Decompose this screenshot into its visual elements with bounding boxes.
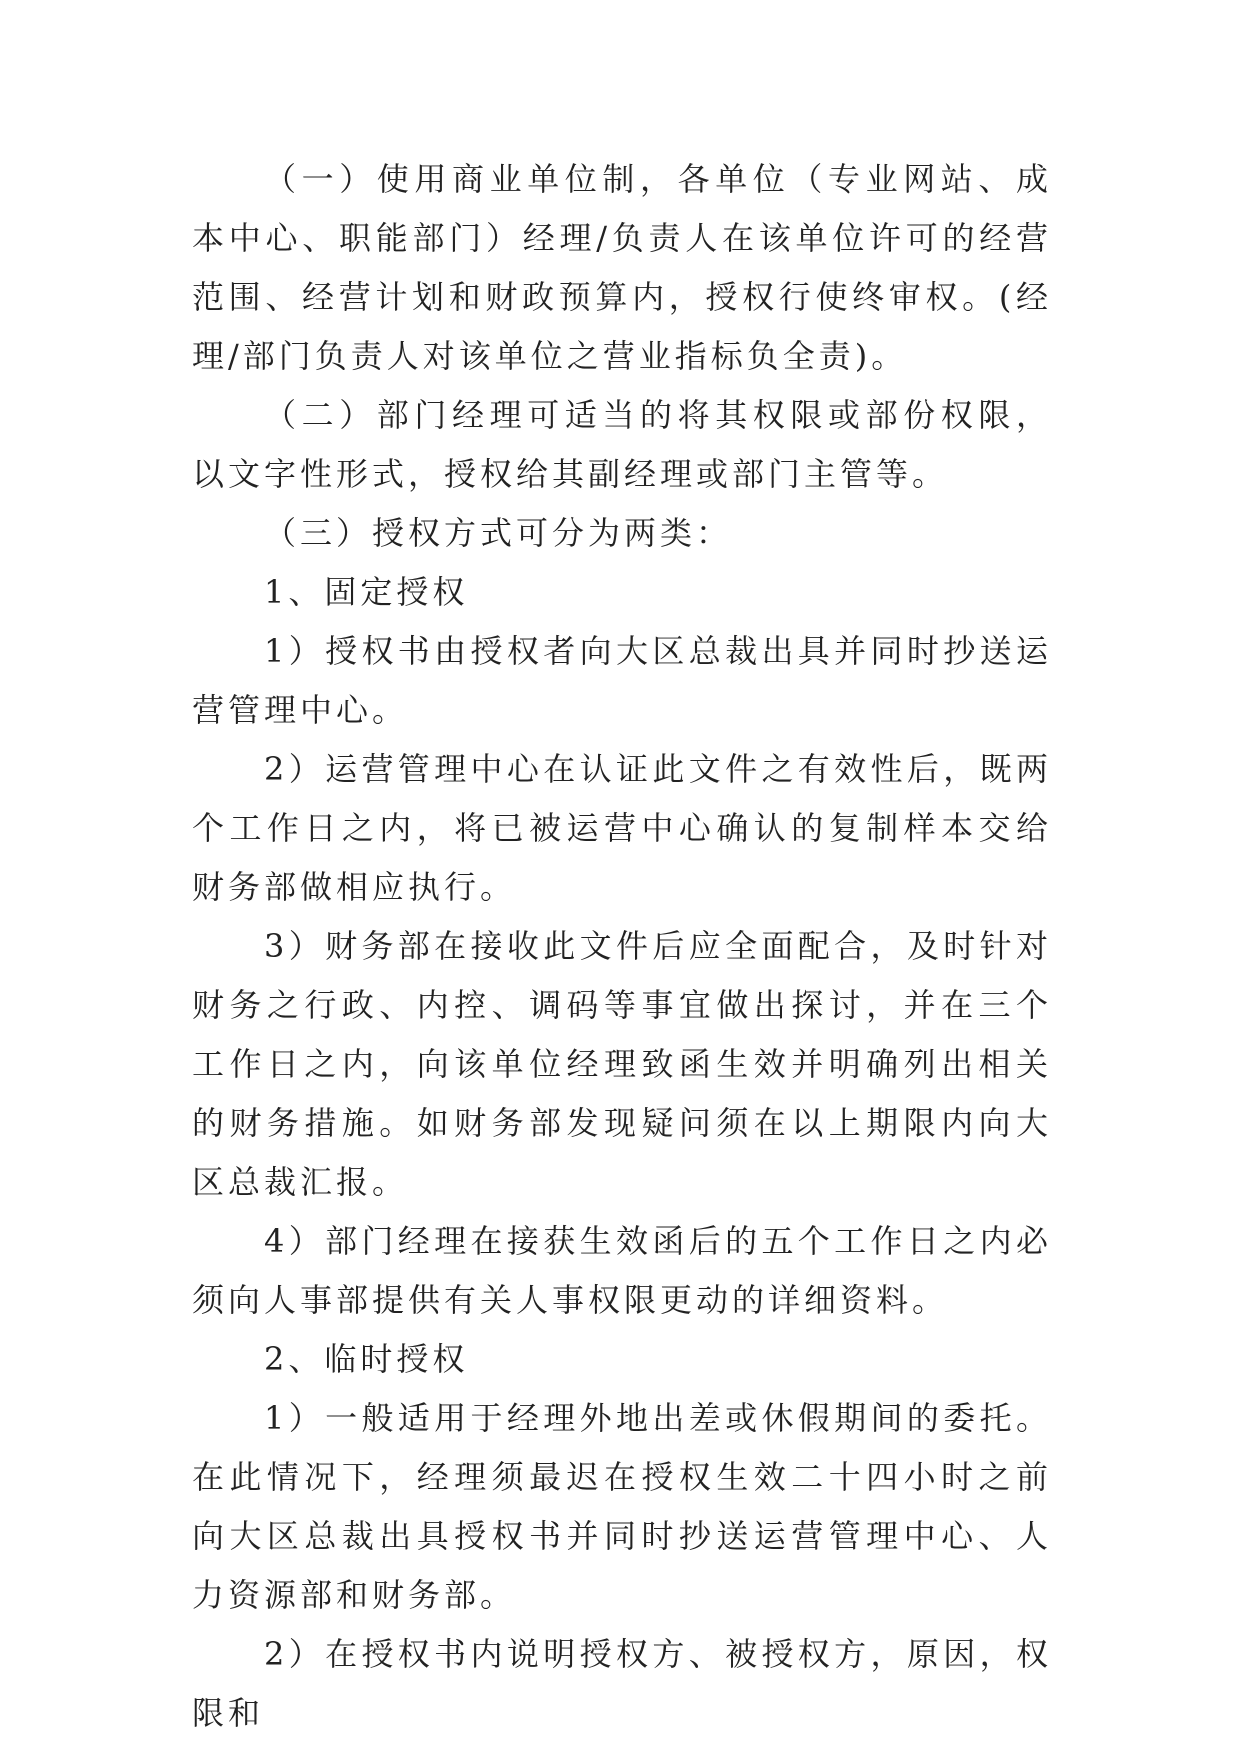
paragraph-section-3: （三）授权方式可分为两类： [264,514,733,552]
document-body [192,150,1052,1743]
paragraph-fixed-item-1: 1）授权书由授权者向大区总裁出具并同时抄送运营管理中心。 [192,632,1052,729]
paragraph-fixed-item-2: 2）运营管理中心在认证此文件之有效性后，既两个工作日之内，将已被运营中心确认的复制样本交给财务部做相应执行。 [192,750,1052,906]
paragraph-temporary-item-2: 2）在授权书内说明授权方、被授权方，原因，权限和 [192,1635,1052,1732]
paragraph-fixed-item-3: 3）财务部在接收此文件后应全面配合，及时针对财务之行政、内控、调码等事宜做出探讨，并在三个工作日之内，向该单位经理致函生效并明确列出相关的财务措施。如财务部发现疑问须在以上期限内向大区总裁汇报。 [192,927,1052,1201]
paragraph-fixed-item-4: 4）部门经理在接获生效函后的五个工作日之内必须向人事部提供有关人事权限更动的详细资料。 [192,1222,1052,1319]
paragraph-temporary-item-1: 1）一般适用于经理外地出差或休假期间的委托。在此情况下，经理须最迟在授权生效二十四小时之前向大区总裁出具授权书并同时抄送运营管理中心、人力资源部和财务部。 [192,1399,1052,1614]
paragraph-section-1: （一）使用商业单位制，各单位（专业网站、成本中心、职能部门）经理/负责人在该单位许可的经营范围、经营计划和财政预算内，授权行使终审权。(经理/部门负责人对该单位之营业指标负全责)。 [192,160,1052,375]
heading-temporary-authorization: 2、临时授权 [264,1340,469,1378]
paragraph-section-2: （二）部门经理可适当的将其权限或部份权限，以文字性形式，授权给其副经理或部门主管等。 [192,396,1052,493]
heading-fixed-authorization: 1、固定授权 [264,573,469,611]
